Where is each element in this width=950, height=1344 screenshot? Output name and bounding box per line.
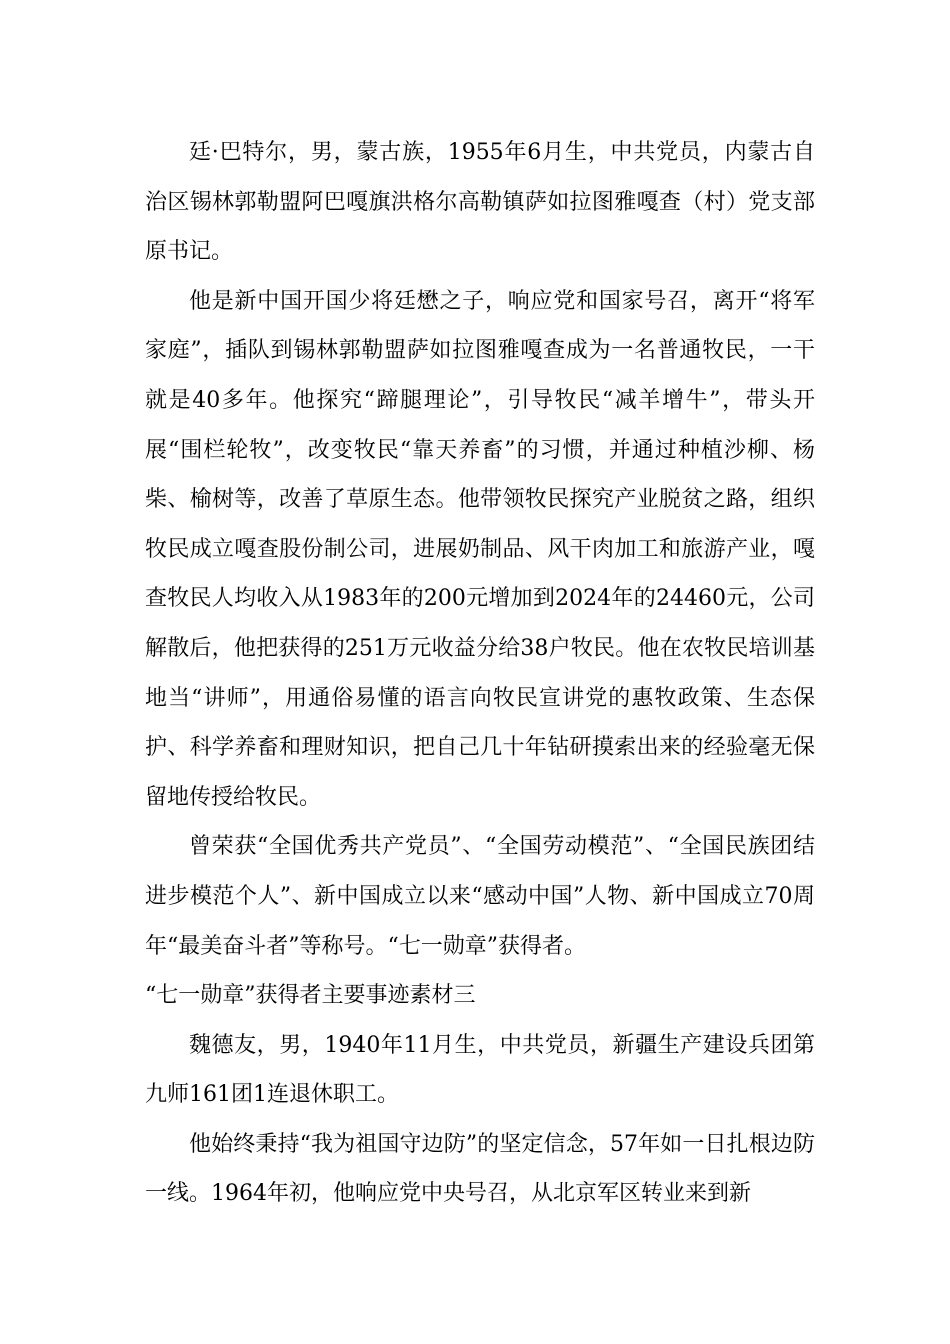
paragraph-profile-wei-deyou: 魏德友，男，1940年11月生，中共党员，新疆生产建设兵团第九师161团1连退休职工。 xyxy=(145,1032,815,1108)
paragraph-deeds-ting-bateer: 他是新中国开国少将廷懋之子，响应党和国家号召，离开“将军家庭”，插队到锡林郭勒盟萨如拉图雅嘎查成为一名普通牧民，一干就是40多年。他探究“蹄腿理论”，引导牧民“减羊增牛”，带头开展“围栏轮牧”，改变牧民“靠天养畜”的习惯，并通过种植沙柳、杨柴、榆树等，改善了草原生态。他带领牧民探究产业脱贫之路，组织牧民成立嘎查股份制公司，进展奶制品、风干肉加工和旅游产业，嘎查牧民人均收入从1983年的200元增加到2024年的24460元，公司解散后，他把获得的251万元收益分给38户牧民。他在农牧民培训基地当“讲师”，用通俗易懂的语言向牧民宣讲党的惠牧政策、生态保护、科学养畜和理财知识，把自己几十年钻研摸索出来的经验毫无保留地传授给牧民。 xyxy=(145,288,815,810)
document-page xyxy=(145,128,815,1219)
section-heading: “七一勋章”获得者主要事迹素材三 xyxy=(145,983,476,1009)
paragraph-deeds-wei-deyou: 他始终秉持“我为祖国守边防”的坚定信念，57年如一日扎根边防一线。1964年初，他响应党中央号召，从北京军区转业来到新 xyxy=(145,1131,815,1207)
paragraph-honors-ting-bateer: 曾荣获“全国优秀共产党员”、“全国劳动模范”、“全国民族团结进步模范个人”、新中国成立以来“感动中国”人物、新中国成立70周年“最美奋斗者”等称号。“七一勋章”获得者。 xyxy=(145,834,815,959)
paragraph-profile-ting-bateer: 廷·巴特尔，男，蒙古族，1955年6月生，中共党员，内蒙古自治区锡林郭勒盟阿巴嘎旗洪格尔高勒镇萨如拉图雅嘎查（村）党支部原书记。 xyxy=(145,140,815,265)
